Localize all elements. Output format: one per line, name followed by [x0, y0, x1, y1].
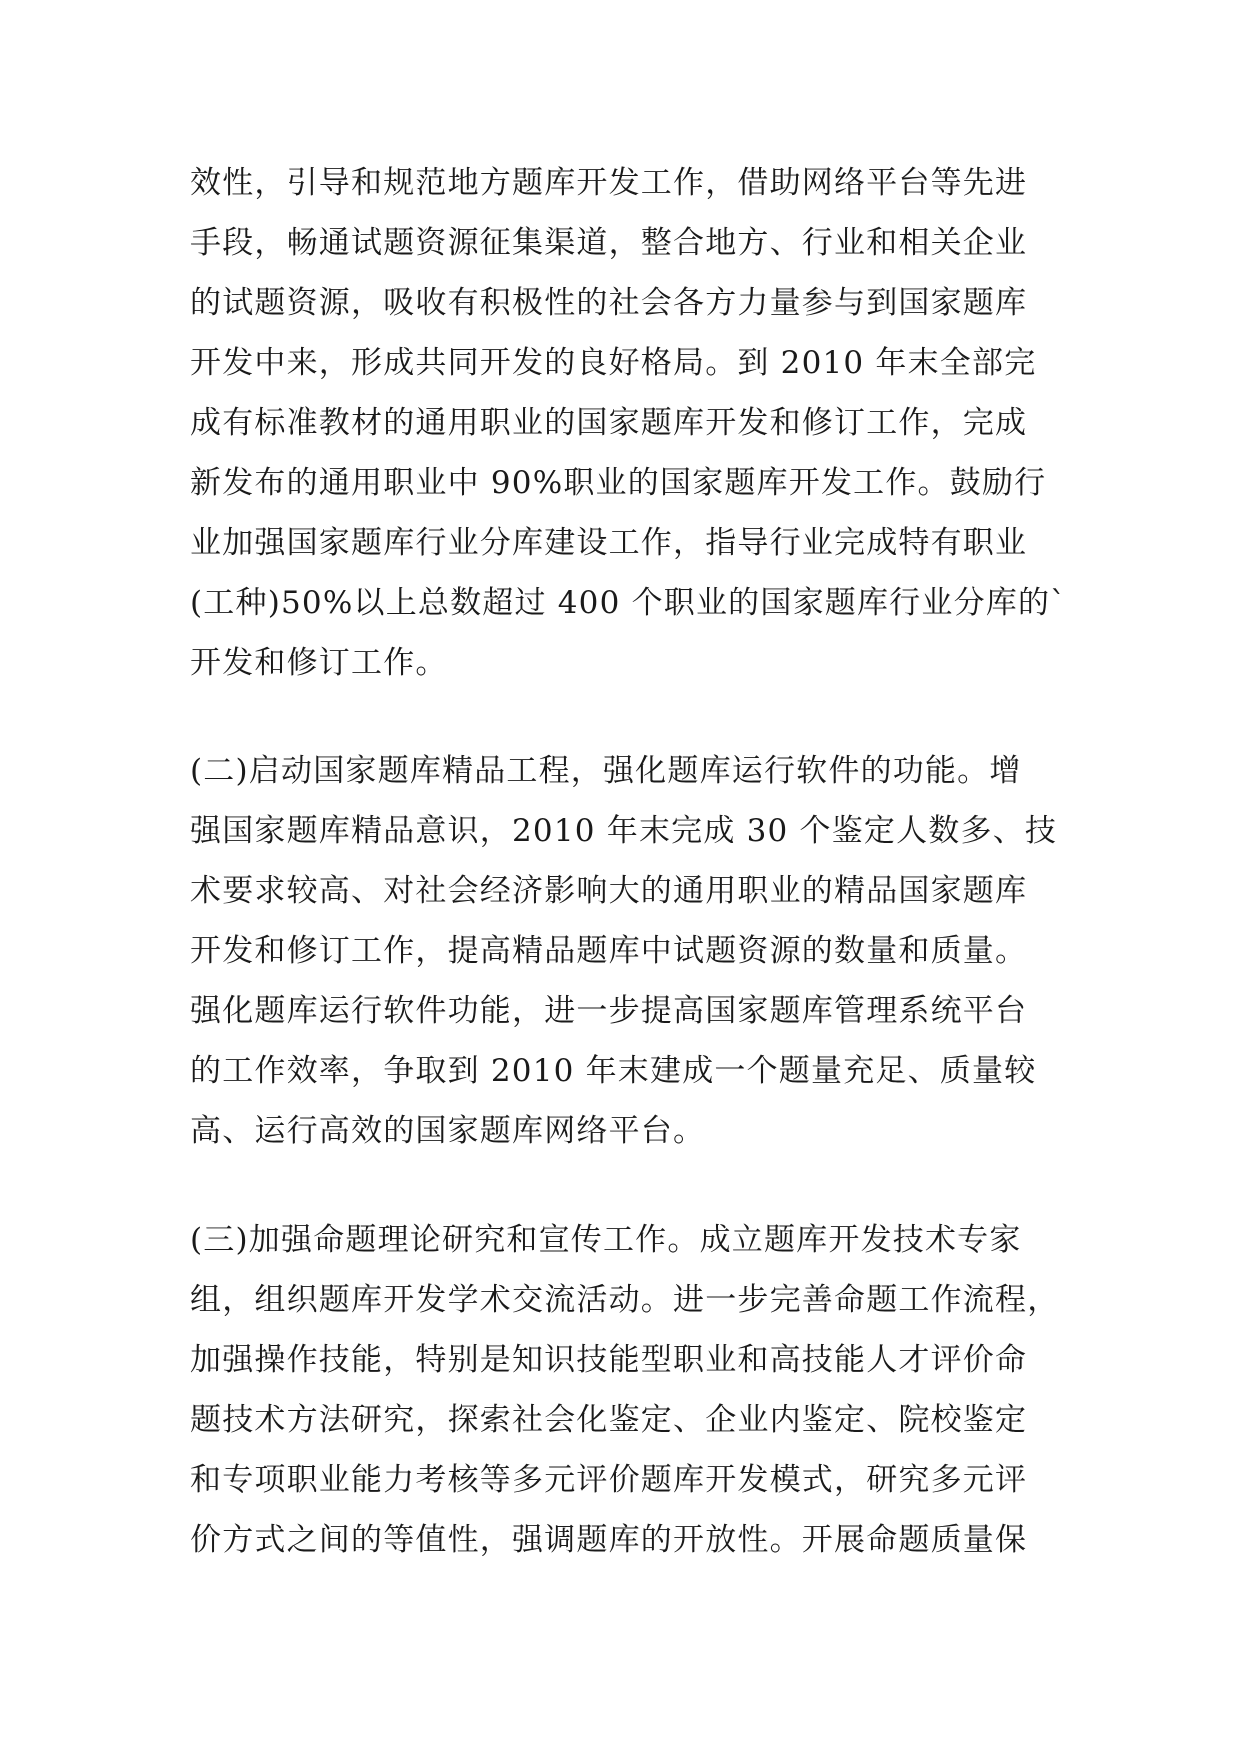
- text-line: 组，组织题库开发学术交流活动。进一步完善命题工作流程，: [190, 1282, 1060, 1318]
- text-line: 的试题资源，吸收有积极性的社会各方力量参与到国家题库: [190, 285, 1028, 321]
- text-line: 题技术方法研究，探索社会化鉴定、企业内鉴定、院校鉴定: [190, 1402, 1028, 1438]
- paragraph-2: [190, 741, 1060, 1161]
- text-line: 业加强国家题库行业分库建设工作，指导行业完成特有职业: [190, 525, 1028, 561]
- text-line: 强国家题库精品意识，2010 年末完成 30 个鉴定人数多、技: [190, 813, 1058, 849]
- text-line: 高、运行高效的国家题库网络平台。: [190, 1113, 706, 1149]
- text-line: 开发和修订工作。: [190, 645, 448, 681]
- text-line: 加强操作技能，特别是知识技能型职业和高技能人才评价命: [190, 1342, 1028, 1378]
- text-line: 新发布的通用职业中 90%职业的国家题库开发工作。鼓励行: [190, 465, 1047, 501]
- text-line: 术要求较高、对社会经济影响大的通用职业的精品国家题库: [190, 873, 1028, 909]
- text-line: 开发和修订工作，提高精品题库中试题资源的数量和质量。: [190, 933, 1028, 969]
- text-line: 强化题库运行软件功能，进一步提高国家题库管理系统平台: [190, 993, 1028, 1029]
- text-line: 和专项职业能力考核等多元评价题库开发模式，研究多元评: [190, 1462, 1028, 1498]
- text-line: 的工作效率，争取到 2010 年末建成一个题量充足、质量较: [190, 1053, 1037, 1089]
- text-line: (工种)50%以上总数超过 400 个职业的国家题库行业分库的`: [190, 585, 1067, 621]
- text-line: 效性，引导和规范地方题库开发工作，借助网络平台等先进: [190, 165, 1028, 201]
- text-line: (二)启动国家题库精品工程，强化题库运行软件的功能。增: [190, 753, 1022, 789]
- paragraph-1: [190, 153, 1067, 693]
- text-line: 开发中来，形成共同开发的良好格局。到 2010 年末全部完: [190, 345, 1037, 381]
- paragraph-3: [190, 1210, 1060, 1570]
- text-line: 手段，畅通试题资源征集渠道，整合地方、行业和相关企业: [190, 225, 1028, 261]
- text-line: (三)加强命题理论研究和宣传工作。成立题库开发技术专家: [190, 1222, 1022, 1258]
- text-line: 成有标准教材的通用职业的国家题库开发和修订工作，完成: [190, 405, 1028, 441]
- text-line: 价方式之间的等值性，强调题库的开放性。开展命题质量保: [190, 1522, 1028, 1558]
